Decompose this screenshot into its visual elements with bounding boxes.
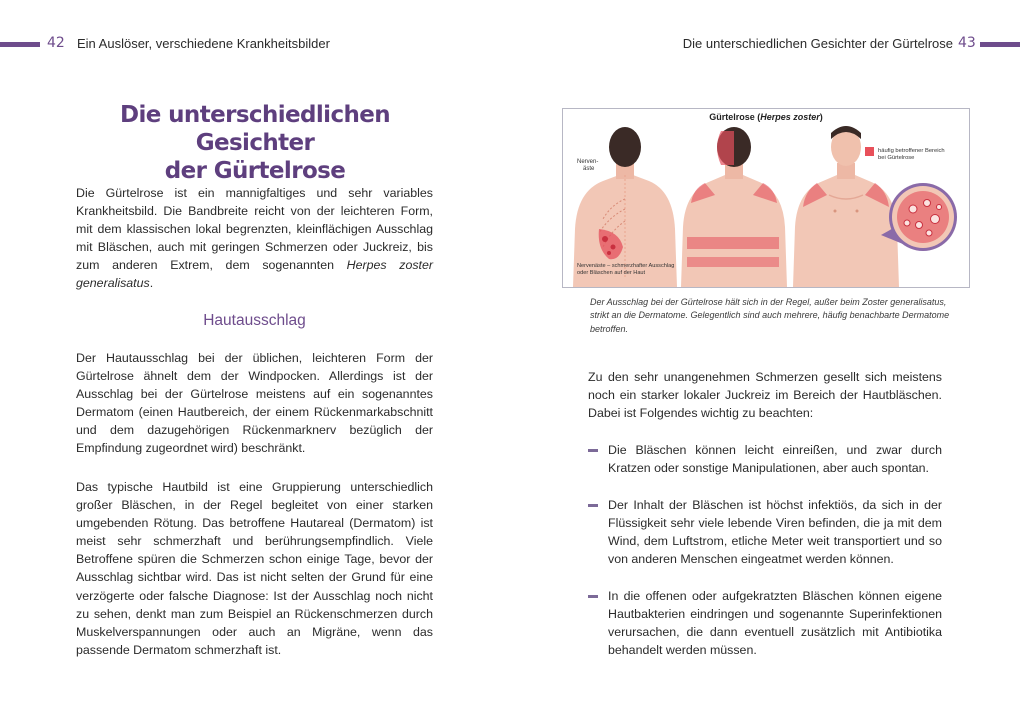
intro-paragraph xyxy=(76,184,433,293)
body-paragraph: Zu den sehr unangenehmen Schmerzen gesellt sich meistens noch ein starker lokaler Juckreiz im Bereich der Hautbläschen. Dabei ist Folgendes wichtig zu beachten: xyxy=(588,370,942,421)
intro-emphasis: Herpes zoster generalisatus xyxy=(76,258,433,291)
nerves-label: äste xyxy=(583,166,595,172)
page-number: 42 xyxy=(47,35,65,51)
running-head-title: Die unterschiedlichen Gesichter der Gürtelrose xyxy=(682,36,953,51)
running-head-bar xyxy=(0,42,40,47)
right-page xyxy=(510,0,1020,724)
running-head-bar xyxy=(980,42,1020,47)
chapter-title-line: der Gürtelrose xyxy=(164,158,346,184)
shingles-illustration xyxy=(562,108,970,288)
bullet-marker xyxy=(588,595,598,598)
body-paragraph: Der Hautausschlag bei der üblichen, leichteren Form der Gürtelrose ähnelt dem der Windpocken. Allerdings ist der Ausschlag bei der Gürtelrose meistens auf ein sogenanntes Dermatom (einen Hautbereich, der einem Rückenmarkabschnitt und dem dazugehörigen Rückenmarknerv bezüglich der Empfindung zugeordnet wird) beschränkt. xyxy=(76,351,433,456)
bullet-text: In die offenen oder aufgekratzten Bläschen können eigene Hautbakterien eindringen und sogenannte Superinfektionen verursachen, die dann eventuell zusätzlich mit Antibiotika behandelt werden müssen. xyxy=(608,589,942,658)
figure-caption: Der Ausschlag bei der Gürtelrose hält sich in der Regel, außer beim Zoster generalisatus, strikt an die Dermatome. Gelegentlich sind auch mehrere, häufig benachbarte Dermatome betroffen. xyxy=(590,297,950,334)
chapter-title-line: Die unterschiedlichen Gesichter xyxy=(119,102,391,156)
section-heading: Hautausschlag xyxy=(203,312,306,329)
bullet-item xyxy=(588,587,942,659)
bullet-item xyxy=(588,496,942,568)
bullet-marker xyxy=(588,504,598,507)
bullet-text: Die Bläschen können leicht einreißen, und zwar durch Kratzen oder sonstige Manipulationen, aber auch spontan. xyxy=(608,443,942,476)
page-number: 43 xyxy=(958,35,976,51)
intro-end: . xyxy=(149,276,154,291)
running-head-title: Ein Auslöser, verschiedene Krankheitsbilder xyxy=(77,36,330,51)
bullet-marker xyxy=(588,449,598,452)
body-paragraph: Das typische Hautbild ist eine Gruppierung unterschiedlich großer Bläschen, in der Regel begleitet von einer starken umgebenden Rötung. Das betroffene Hautareal (Dermatom) ist meist sehr schmerzhaft und berührungsempfindlich. Viele Betroffene spüren die Schmerzen schon einige Tage, bevor der Ausschlag sichtbar wird. Das ist nicht selten der Grund für eine verzögerte oder falsche Diagnose: Ist der Ausschlag noch nicht zu sehen, denkt man zum Beispiel an Rückenschmerzen durch Muskelverspannungen oder auch an Migräne, wenn das passende Dermatom schmerzhaft ist. xyxy=(76,480,433,657)
legend-label: häufig betroffener Bereich xyxy=(878,148,945,154)
legend-label: bei Gürtelrose xyxy=(878,155,915,161)
bullet-item xyxy=(588,441,942,477)
rash-label: Nervenäste – schmerzhafter Ausschlag xyxy=(577,263,675,269)
body-illustration xyxy=(563,109,969,287)
figure-title: Gürtelrose (Herpes zoster) xyxy=(709,112,823,122)
nerves-label: Nerven- xyxy=(577,159,599,165)
bullet-text: Der Inhalt der Bläschen ist höchst infektiös, da sich in der Flüssigkeit sehr viele lebende Viren befinden, die ja mit dem Wind, dem Luftstrom, etliche Meter weit transportiert und so von anderen Menschen eingeatmet werden können. xyxy=(608,498,942,567)
figure-back-band xyxy=(681,127,787,287)
rash-label: oder Bläschen auf der Haut xyxy=(577,270,646,276)
intro-text: Die Gürtelrose ist ein mannigfaltiges und sehr variables Krankheitsbild. Die Bandbreite reicht von der leichteren Form, mit dem klassischen lokal begrenzten, kleinflächigen Ausschlag mit Bläschen, auch mit geringen Schmerzen oder Juckreiz, bis zum anderen Extrem, dem sogenannten xyxy=(76,186,433,273)
legend-swatch xyxy=(865,147,874,156)
chapter-title xyxy=(80,101,430,185)
